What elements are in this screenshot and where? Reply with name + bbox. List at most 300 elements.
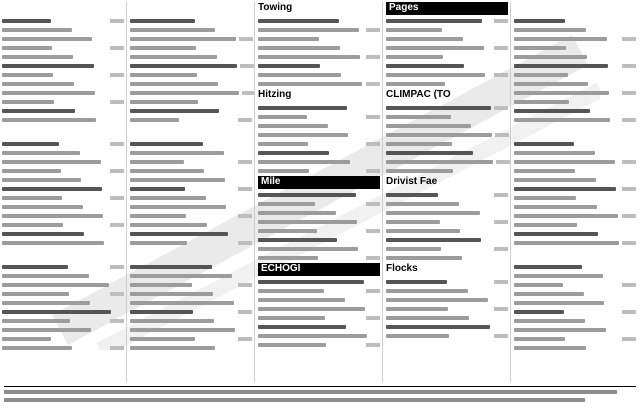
listing-row [130, 308, 252, 315]
illegible-text [2, 301, 90, 305]
listing-row [386, 122, 508, 129]
listing-row [130, 158, 252, 165]
section-heading [130, 248, 252, 261]
illegible-price [494, 334, 508, 338]
illegible-text [514, 319, 585, 323]
listing-row [514, 89, 636, 96]
footer-line [4, 398, 585, 402]
section-heading [130, 2, 252, 15]
listing-row [2, 185, 124, 192]
listing-row [386, 236, 508, 243]
illegible-text [514, 178, 596, 182]
illegible-text [386, 124, 471, 128]
illegible-price [110, 196, 124, 200]
illegible-text [386, 202, 459, 206]
listing-row [130, 107, 252, 114]
illegible-text [514, 205, 597, 209]
listing-row [258, 26, 380, 33]
listing-row [514, 212, 636, 219]
section-heading [130, 125, 252, 138]
illegible-text [2, 19, 51, 23]
listing-row [514, 98, 636, 105]
listing-row [258, 17, 380, 24]
footer-note [4, 386, 636, 402]
listing-row [258, 35, 380, 42]
footer-line [4, 390, 617, 394]
illegible-text [386, 307, 448, 311]
illegible-price [496, 160, 510, 164]
listing-row [2, 317, 124, 324]
illegible-text [386, 169, 453, 173]
illegible-text [258, 115, 307, 119]
listing-row [2, 62, 124, 69]
listing-row [386, 227, 508, 234]
illegible-text [2, 109, 75, 113]
illegible-price [366, 202, 380, 206]
illegible-text [2, 328, 91, 332]
illegible-price [110, 19, 124, 23]
illegible-price [110, 142, 124, 146]
listing-row [130, 167, 252, 174]
listing-row [130, 281, 252, 288]
listing-row [386, 191, 508, 198]
listing-row [258, 104, 380, 111]
illegible-text [2, 28, 72, 32]
listing-row [258, 140, 380, 147]
illegible-text [258, 37, 319, 41]
illegible-text [258, 334, 367, 338]
illegible-text [514, 100, 569, 104]
listing-row [514, 194, 636, 201]
illegible-price [622, 37, 636, 41]
illegible-text [514, 265, 582, 269]
illegible-text [258, 151, 329, 155]
illegible-text [130, 283, 192, 287]
listing-row [258, 227, 380, 234]
illegible-text [386, 256, 462, 260]
listing-row [258, 296, 380, 303]
illegible-text [514, 46, 566, 50]
illegible-price [110, 169, 124, 173]
illegible-text [514, 241, 619, 245]
listing-row [130, 116, 252, 123]
listing-row [514, 62, 636, 69]
illegible-price [110, 73, 124, 77]
listing-row [386, 314, 508, 321]
illegible-text [130, 19, 195, 23]
listing-row [258, 254, 380, 261]
listing-row [386, 167, 508, 174]
illegible-text [386, 64, 464, 68]
illegible-text [258, 64, 320, 68]
illegible-text [514, 64, 608, 68]
illegible-text [130, 178, 225, 182]
illegible-text [258, 289, 324, 293]
illegible-price [239, 37, 253, 41]
section-heading: Towing [258, 2, 293, 13]
listing-row [258, 323, 380, 330]
illegible-price [494, 280, 508, 284]
listing-row [514, 335, 636, 342]
illegible-price [622, 64, 636, 68]
illegible-price [366, 115, 380, 119]
illegible-price [366, 55, 380, 59]
listing-row [2, 26, 124, 33]
illegible-text [386, 73, 485, 77]
illegible-text [2, 187, 102, 191]
illegible-text [514, 214, 618, 218]
listing-row [258, 131, 380, 138]
listing-row [514, 185, 636, 192]
listing-row [130, 185, 252, 192]
illegible-text [514, 283, 563, 287]
listing-row [130, 317, 252, 324]
illegible-text [386, 28, 442, 32]
illegible-text [2, 100, 54, 104]
listing-row [2, 89, 124, 96]
section-heading [514, 2, 636, 15]
illegible-text [258, 202, 315, 206]
illegible-text [258, 19, 339, 23]
illegible-text [386, 316, 469, 320]
listing-row [514, 203, 636, 210]
listing-column [514, 2, 638, 382]
listing-row [2, 107, 124, 114]
section-heading-bar: Mile [258, 176, 380, 189]
listing-row [258, 200, 380, 207]
illegible-text [130, 109, 219, 113]
illegible-text [258, 307, 365, 311]
illegible-text [514, 118, 610, 122]
section-heading-bar: Pages [386, 2, 508, 15]
illegible-text [2, 169, 61, 173]
illegible-price [494, 193, 508, 197]
illegible-text [514, 37, 607, 41]
illegible-text [514, 328, 606, 332]
illegible-text [2, 55, 73, 59]
listing-row [2, 149, 124, 156]
illegible-text [258, 169, 309, 173]
illegible-text [514, 169, 575, 173]
listing-row [514, 71, 636, 78]
section-heading [2, 2, 124, 15]
section-heading [2, 125, 124, 138]
illegible-text [386, 247, 441, 251]
listing-row [514, 239, 636, 246]
listing-row [258, 218, 380, 225]
listing-row [130, 26, 252, 33]
listing-column [130, 2, 255, 382]
illegible-text [514, 301, 604, 305]
illegible-price [366, 316, 380, 320]
illegible-text [130, 346, 215, 350]
illegible-text [514, 337, 565, 341]
listing-row [386, 158, 508, 165]
listing-row [2, 194, 124, 201]
illegible-text [258, 247, 358, 251]
listing-row [514, 158, 636, 165]
illegible-text [386, 106, 491, 110]
illegible-text [130, 337, 195, 341]
listing-row [258, 122, 380, 129]
illegible-text [386, 289, 468, 293]
section-heading: Drivist Fae [386, 176, 438, 187]
listing-row [386, 200, 508, 207]
listing-row [258, 236, 380, 243]
illegible-text [514, 274, 603, 278]
illegible-price [622, 160, 636, 164]
illegible-text [258, 211, 336, 215]
illegible-text [130, 100, 198, 104]
illegible-text [386, 133, 492, 137]
illegible-text [386, 334, 449, 338]
illegible-text [130, 160, 184, 164]
illegible-price [238, 337, 252, 341]
listing-row [514, 107, 636, 114]
listing-row [2, 263, 124, 270]
illegible-text [2, 292, 69, 296]
illegible-price [494, 19, 508, 23]
listing-row [514, 230, 636, 237]
illegible-text [2, 73, 53, 77]
illegible-price [110, 319, 124, 323]
listing-row [258, 191, 380, 198]
section-heading: Flocks [386, 263, 418, 274]
listing-row [386, 209, 508, 216]
listing-row [258, 80, 380, 87]
illegible-price [110, 292, 124, 296]
illegible-text [514, 55, 587, 59]
illegible-price [242, 91, 255, 95]
listing-row [514, 44, 636, 51]
listing-column [2, 2, 127, 382]
listing-row [130, 17, 252, 24]
illegible-text [130, 310, 193, 314]
illegible-text [514, 292, 584, 296]
listing-row [258, 209, 380, 216]
illegible-text [2, 178, 81, 182]
listing-row [130, 149, 252, 156]
listing-row [130, 98, 252, 105]
illegible-text [258, 106, 347, 110]
illegible-price [366, 256, 380, 260]
illegible-text [130, 232, 228, 236]
illegible-price [240, 64, 254, 68]
listing-row [514, 326, 636, 333]
listing-row [2, 98, 124, 105]
illegible-text [386, 19, 482, 23]
illegible-text [258, 229, 317, 233]
illegible-price [110, 46, 124, 50]
illegible-text [386, 229, 460, 233]
illegible-text [258, 124, 328, 128]
listing-row [2, 335, 124, 342]
listing-row [2, 230, 124, 237]
listing-row [2, 203, 124, 210]
listing-row [2, 281, 124, 288]
listing-row [386, 104, 508, 111]
listing-row [2, 326, 124, 333]
listing-row [258, 149, 380, 156]
listing-row [386, 17, 508, 24]
listing-row [258, 71, 380, 78]
listing-columns [2, 2, 638, 382]
illegible-text [130, 205, 226, 209]
illegible-text [2, 37, 92, 41]
listing-row [258, 44, 380, 51]
illegible-text [2, 283, 109, 287]
illegible-text [2, 151, 80, 155]
illegible-text [130, 328, 235, 332]
listing-row [258, 245, 380, 252]
illegible-price [622, 310, 636, 314]
section-heading [2, 248, 124, 261]
listing-column [258, 2, 383, 382]
illegible-price [238, 118, 252, 122]
illegible-text [130, 319, 214, 323]
illegible-price [622, 241, 636, 245]
illegible-text [514, 346, 586, 350]
listing-row [514, 344, 636, 351]
illegible-text [130, 118, 179, 122]
listing-row [386, 80, 508, 87]
illegible-text [258, 133, 348, 137]
listing-row [130, 80, 252, 87]
illegible-text [514, 109, 590, 113]
illegible-text [2, 160, 101, 164]
illegible-text [386, 82, 445, 86]
listing-row [258, 314, 380, 321]
illegible-text [2, 82, 74, 86]
listing-row [130, 89, 252, 96]
illegible-text [514, 223, 577, 227]
illegible-text [130, 28, 215, 32]
listing-row [2, 80, 124, 87]
illegible-text [514, 160, 615, 164]
illegible-text [130, 64, 237, 68]
illegible-text [514, 232, 598, 236]
listing-row [514, 281, 636, 288]
illegible-text [130, 82, 218, 86]
illegible-text [130, 55, 217, 59]
illegible-text [258, 316, 325, 320]
illegible-price [622, 283, 636, 287]
listing-row [386, 113, 508, 120]
illegible-price [622, 118, 636, 122]
listing-row [386, 71, 508, 78]
illegible-text [514, 142, 574, 146]
listing-row [2, 44, 124, 51]
listing-row [130, 203, 252, 210]
illegible-text [386, 55, 443, 59]
listing-row [2, 158, 124, 165]
listing-column [386, 2, 511, 382]
illegible-text [386, 151, 473, 155]
illegible-text [386, 142, 452, 146]
listing-row [386, 131, 508, 138]
illegible-text [386, 280, 447, 284]
illegible-text [386, 211, 480, 215]
listing-row [130, 194, 252, 201]
illegible-text [514, 196, 576, 200]
section-heading [514, 248, 636, 261]
illegible-price [366, 28, 380, 32]
listing-row [386, 26, 508, 33]
illegible-text [2, 319, 70, 323]
illegible-text [130, 274, 232, 278]
listing-row [258, 305, 380, 312]
illegible-price [494, 220, 508, 224]
illegible-price [494, 307, 508, 311]
illegible-text [258, 55, 360, 59]
listing-row [130, 272, 252, 279]
listing-row [258, 287, 380, 294]
illegible-price [495, 133, 509, 137]
illegible-price [110, 223, 124, 227]
listing-row [386, 323, 508, 330]
illegible-text [130, 214, 186, 218]
listing-row [386, 254, 508, 261]
illegible-price [110, 346, 124, 350]
illegible-text [2, 346, 72, 350]
illegible-text [386, 298, 488, 302]
listing-row [514, 26, 636, 33]
illegible-text [2, 310, 111, 314]
listing-row [130, 263, 252, 270]
illegible-text [2, 241, 104, 245]
illegible-text [130, 223, 207, 227]
listing-row [514, 299, 636, 306]
listing-row [514, 221, 636, 228]
illegible-text [258, 280, 364, 284]
listing-row [130, 326, 252, 333]
listing-row [258, 278, 380, 285]
illegible-text [514, 151, 595, 155]
illegible-text [386, 193, 438, 197]
illegible-price [238, 310, 252, 314]
illegible-text [386, 37, 463, 41]
illegible-text [2, 265, 68, 269]
illegible-text [258, 73, 341, 77]
listing-row [514, 35, 636, 42]
illegible-price [622, 91, 636, 95]
illegible-price [494, 106, 508, 110]
illegible-text [130, 73, 197, 77]
illegible-text [258, 28, 359, 32]
listing-row [2, 290, 124, 297]
illegible-text [130, 187, 185, 191]
listing-row [2, 35, 124, 42]
illegible-text [2, 205, 83, 209]
listing-row [386, 245, 508, 252]
listing-row [2, 272, 124, 279]
listing-row [2, 239, 124, 246]
listing-row [2, 176, 124, 183]
listing-row [130, 335, 252, 342]
illegible-text [2, 46, 52, 50]
illegible-text [386, 238, 481, 242]
illegible-price [366, 343, 380, 347]
listing-row [2, 167, 124, 174]
illegible-price [622, 187, 636, 191]
listing-row [514, 116, 636, 123]
listing-row [2, 308, 124, 315]
listing-row [258, 113, 380, 120]
illegible-price [238, 214, 252, 218]
listing-row [258, 53, 380, 60]
illegible-price [366, 229, 380, 233]
listing-row [258, 62, 380, 69]
